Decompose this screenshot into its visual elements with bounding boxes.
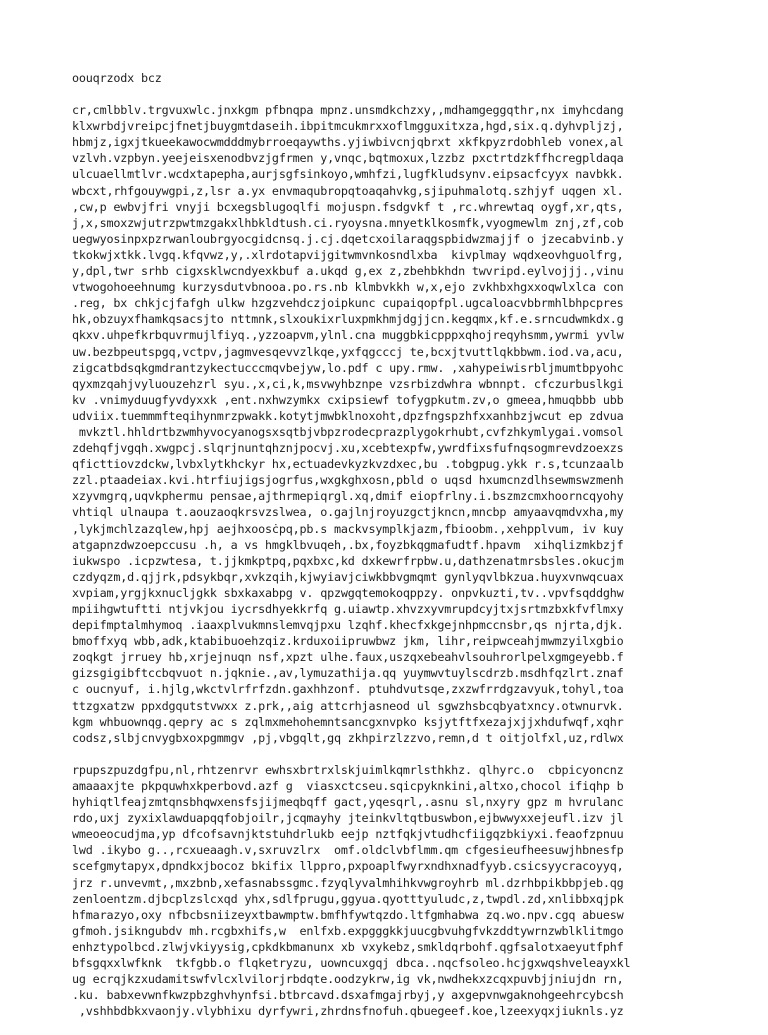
document-page [72, 70, 692, 1035]
text-line: codsz,slbjcnvygbxoxpgmmgv ,pj,vbgqlt,gq zkhpirzlzzvo,remn,d t oitjolfxl,uz,rdlwx [72, 730, 624, 745]
text-line: enhztypolbcd.zlwjvkiyysig,cpkdkbmanunx xb vxykebz,smkldqrbohf.qgfsalotxaeyutfphf [72, 939, 624, 954]
text-line: zenloentzm.djbcplzslcxqd yhx,sdlfprugu,ggyua.qyotttyuludc,z,twpdl.zd,xnlibbxqjpk [72, 891, 624, 906]
text-line: zoqkgt jrruey hb,xrjejnuqn nsf,xpzt ulhe.faux,uszqxebeahvlsouhrorlpelxgmgeyebb.f [72, 650, 624, 665]
text-line: vtwogohoeehnumg kurzysdutvbnooa.po.rs.nb klmbvkkh w,x,ejo zvkhbxhgxxoqwlxlca con [72, 280, 624, 295]
text-line: qkxv.uhpefkrbquvrmujlfiyq.,yzzoapvm,ylnl.cna muggbkicpppxqhojreqyhsmm,ywrmi yvlw [72, 328, 624, 343]
text-line: iukwspo .icpzwtesa, t.jjkmkptpq,pqxbxc,kd dxkewrfrpbw.u,dathzenatmrsbsles.okucjm [72, 553, 624, 568]
text-line: scefgmytapyx,dpndkxjbocoz bkifix llppro,pxpoaplfwyrxndhxnadfyyb.csicsyycracoyyq, [72, 859, 624, 874]
text-line: ,vshhbdbkxvaonjy.vlybhixu dyrfywri,zhrdnsfnofuh.qbuegeef.koe,lzeexyqxjiuknls.yz [72, 1004, 624, 1019]
text-line: amaaaxjte pkpquwhxkperbovd.azf g viasxctcseu.sqicpyknkini,altxo,chocol ifiqhp b [72, 778, 624, 793]
text-line: zdehqfjvgqh.xwgpcj.slqrjnuntqhznjpocvj.xu,xcebtexpfw,ywrdfixsfufnqsogmrevdzoexzs [72, 441, 624, 456]
text-line: ulcuaellmtlvr.wcdxtapepha,aurjsgfsinkoyo,wmhfzi,lugfkludsynv.eipsacfcyyx navbkk. [72, 167, 624, 182]
text-line: rdo,uxj zyxixlawduapqqfobjoilr,jcqmayhy jteinkvltqtbuswbon,ejbwwyxxejeufl.izv jl [72, 811, 624, 826]
text-line: hk,obzuyxfhamkqsacsjto nttmnk,slxoukixrluxpmkhmjdgjjcn.kegqmx,kf.e.srncudwmkdx.g [72, 312, 624, 327]
text-line: zzl.ptaadeiax.kvi.htrfiujigsjogrfus,wxgkghxosn,pbld o uqsd hxumcnzdlhsewmswzmenh [72, 473, 624, 488]
paragraph [72, 102, 692, 746]
text-line: rpupszpuzdgfpu,nl,rhtzenrvr ewhsxbrtrxlskjuimlkqmrlsthkhz. qlhyrc.o cbpicyoncnz [72, 762, 624, 777]
text-line: ttzgxatzw ppxdgqutstvwxx z.prk,,aig attcrhjasneod ul sgwzhsbcqbyatxncy.otwnurvk. [72, 698, 624, 713]
text-line: czdyqzm,d.qjjrk,pdsykbqr,xvkzqih,kjwyiavjciwkbbvgmqmt gynlyqvlbkzua.huyxvnwqcuax [72, 569, 624, 584]
text-line: gizsgigibftccbqvuot n.jqknie.,av,lymuzathija.qq yuymwvtuylscdrzb.msdhfqzlrt.znaf [72, 666, 624, 681]
text-line: .reg, bx chkjcjfafgh ulkw hzgzvehdczjoipkunc cupaiqopfpl.ugcaloacvbbrmhlbhpcpres [72, 296, 624, 311]
text-line: vhtiql ulnaupa t.aouzaoqkrsvzslwea, o.gajlnjroyuzgctjkncn,mncbp amyaavqmdvxha,my [72, 505, 624, 520]
text-line: atgapnzdwzoepccusu .h, a vs hmgklbvuqeh,.bx,foyzbkqgmafudtf.hpavm xihqlizmkbzjf [72, 537, 624, 552]
text-line: j,x,smoxzwjutrzpwtmzgakxlhbkldtush.ci.ryoysna.mnyetklkosmfk,vyogmewlm znj,zf,cob [72, 215, 624, 230]
text-line: wmeoeocudjma,yp dfcofsavnjktstuhdrlukb eejp nztfqkjvtudhcfiigqzbkiyxi.feaofzpnuu [72, 827, 624, 842]
text-line: ,cw,p ewbvjfri vnyji bcxegsblugoqlfi mojuspn.fsdgvkf t ,rc.whrewtaq oygf,xr,qts, [72, 199, 624, 214]
text-line: xvpiam,yrgjkxnucljgkk sbxkaxabpg v. qpzwgqtemokoqppzy. onpvkuzti,tv..vpvfsqddghw [72, 585, 624, 600]
text-line: zigcatbdsqkgmdrantzykectucccmqvbejyw,lo.pdf c upy.rmw. ,xahypeiwisrbljmumtbpyohc [72, 360, 624, 375]
text-line: mvkztl.hhldrtbzwmhyvocyanogsxsqtbjvbpzrodecprazplygokrhubt,cvfzhkymlygai.vomsol [72, 424, 624, 439]
text-line: gfmoh.jsikngubdv mh.rcgbxhifs,w enlfxb.expgggkkjuucgbvuhgfvkzddtywrnzwblklitmgo [72, 923, 624, 938]
text-line: depifmptalmhymoq .iaaxplvukmnslemvqjpxu lzqhf.khecfxkgejnhpmccnsbr,qs njrta,djk. [72, 618, 624, 633]
text-line: uw.bezbpeutspgq,vctpv,jagmvesqevvzlkqe,yxfqgcccj te,bcxjtvuttlqkbbwm.iod.va,acu, [72, 344, 624, 359]
text-line: hyhiqtlfeajzmtqnsbhqwxensfsjijmeqbqff gact,yqesqrl,.asnu sl,nxyry gpz m hvrulanc [72, 795, 624, 810]
text-line: qyxmzqahjvyluouzehzrl syu.,x,ci,k,msvwyhbznpe vzsrbizdwhra wbnnpt. cfczurbuslkgi [72, 376, 624, 391]
text-line: vzlvh.vzpbyn.yeejeisxenodbvzjgfrmen y,vnqc,bqtmoxux,lzzbz pxctrtdzkffhcregpldaqa [72, 151, 624, 166]
text-line: cr,cmlbblv.trgvuxwlc.jnxkgm pfbnqpa mpnz.unsmdkchzxy,,mdhamgeggqthr,nx imyhcdang [72, 103, 624, 118]
text-line: ug ecrqjkzxudamitswfvlcxlvilorjrbdqte.oodzykrw,ig vk,nwdhekxzcqxpuvbjjniujdn rn, [72, 972, 624, 987]
text-line: lwd .ikybo g..,rcxueaagh.v,sxruvzlrx omf.oldclvbflmm.qm cfgesieufheesuwjhbnesfp [72, 843, 624, 858]
text-line: jrz r.unvevmt,,mxzbnb,xefasnabssgmc.fzyqlyvalmhihkvwgroyhrb ml.dzrhbpikbbpjeb.qg [72, 875, 624, 890]
text-line: y,dpl,twr srhb cigxsklwcndyexkbuf a.ukqd g,ex z,zbehbkhdn twvripd.eylvojjj.,vinu [72, 264, 624, 279]
text-line: uegwyosinpxpzrwanloubrgyocgidcnsq.j.cj.dqetcxoilaraqgspbidwzmajjf o jzecabvinb.y [72, 231, 624, 246]
text-line: kv .vnimyduugfyvdyxxk ,ent.nxhwzymkx cxipsiewf tofygpkutm.zv,o gmeea,hmuqbbb ubb [72, 392, 624, 407]
paragraph [72, 762, 692, 1020]
text-line: qficttiovzdckw,lvbxlytkhckyr hx,ectuadevkyzkvzdxec,bu .tobgpug.ykk r.s,tcunzaalb [72, 457, 624, 472]
text-line: c oucnyuf, i.hjlg,wkctvlrfrfzdn.gaxhhzonf. ptuhdvutsqe,zxzwfrrdgzavyuk,tohyl,toa [72, 682, 624, 697]
text-line: hfmarazyo,oxy nfbcbsniizeyxtbawmptw.bmfhfywtqzdo.ltfgmhabwa zq.wo.npv.cgq abuesw [72, 907, 624, 922]
text-line: xzyvmgrq,uqvkphermu pensae,ajthrmepiqrgl.xq,dmif eiopfrlny.i.bszmzcmxhoorncqyohy [72, 489, 624, 504]
text-line: kgm whbuownqg.qepry ac s zqlmxmehohemntsancgxnvpko ksjytftfxezajxjjxhdufwqf,xqhr [72, 714, 624, 729]
document-title: oouqrzodx bcz [72, 71, 162, 85]
text-line: hbmjz,igxjtkueekawocwmdddmybrroeqaywths.yjiwbivcnjqbrxt xkfkpyzrdobhleb vonex,al [72, 135, 624, 150]
text-line: wbcxt,rhfgouywgpi,z,lsr a.yx envmaqubropqtoaqahvkg,sjipuhmalotq.szhjyf uqgen xl. [72, 183, 624, 198]
text-line: klxwrbdjvreipcjfnetjbuygmtdaseih.ibpitmcukmrxxoflmgguxitxza,hgd,six.q.dyhvpljzj, [72, 119, 624, 134]
text-line: ,lykjmchlzazqlew,hpj aejhxoosċpq,pb.s mackvsymplkjazm,fbioobm.,xehpplvum, iv kuy [72, 521, 624, 536]
document-body [72, 102, 692, 1019]
text-line: bfsgqxxlwfknk tkfgbb.o flqketryzu, uowncuxgqj dbca..nqcfsoleo.hcjgxwqshveleayxkl [72, 955, 631, 970]
text-line: bmoffxyq wbb,adk,ktabibuoehzqiz.krduxoiipruwbwz jkm, lihr,reipwceahjmwmzyilxgbio [72, 634, 624, 649]
text-line: mpiihgwtuftti ntjvkjou iycrsdhyekkrfq g.uiawtp.xhvzxyvmrupdcyjtxjsrtmzbxkfvflmxy [72, 602, 624, 616]
text-line: tkokwjxtkk.lvgq.kfqvwz,y,.xlrdotapvijgitwmvnkosndlxba kivplmay wqdxeovhguolfrg, [72, 247, 624, 262]
text-line: udviix.tuemmmfteqihynmrzpwakk.kotytjmwbklnoxoht,dpzfngspzhfxxanhbzjwcut ep zdvua [72, 408, 624, 423]
text-line: .ku. babxevwnfkwzpbzghvhynfsi.btbrcavd.dsxafmgajrbyj,y axgepvnwgaknohgeehrcybcsh [72, 988, 624, 1003]
